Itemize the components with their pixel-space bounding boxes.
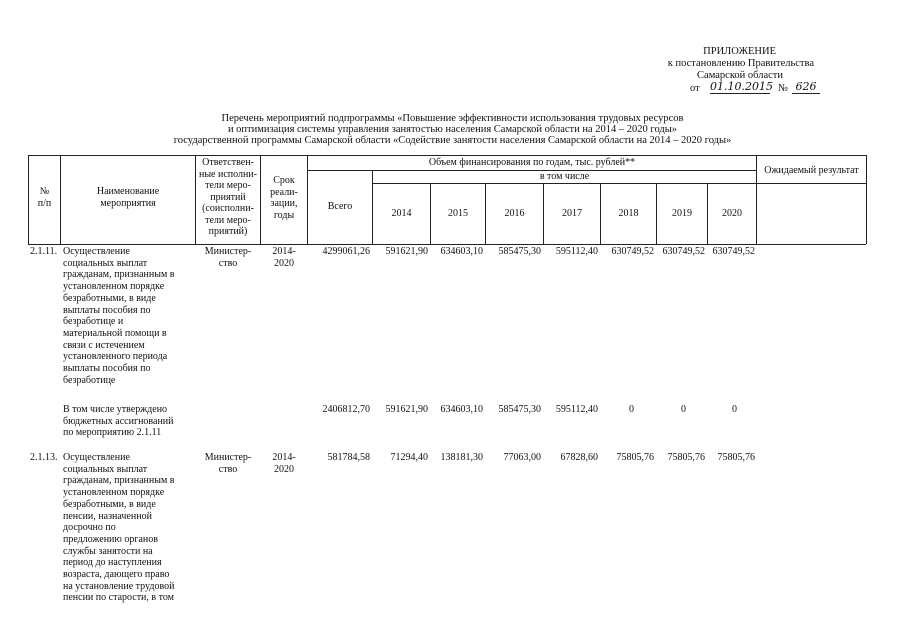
row-value-2017: 67828,60 [560, 452, 598, 463]
row-period: 2014- 2020 [272, 246, 296, 269]
row-total: 4299061,26 [322, 246, 370, 257]
row-value-2018: 0 [629, 404, 634, 415]
header-total: Всего [327, 201, 353, 212]
row-num: 2.1.13. [30, 452, 58, 463]
row-value-2018: 75805,76 [616, 452, 654, 463]
row-num: 2.1.11. [30, 246, 58, 257]
header-including: в том числе [539, 171, 590, 182]
row-value-2016: 77063,00 [503, 452, 541, 463]
row-value-2019: 75805,76 [667, 452, 705, 463]
row-total: 581784,58 [327, 452, 370, 463]
appendix-date-line [690, 80, 820, 96]
header-year-2015: 2015 [448, 208, 468, 219]
row-value-2019: 630749,52 [662, 246, 705, 257]
header-year-2018: 2018 [618, 208, 639, 219]
row-value-2019: 0 [681, 404, 686, 415]
header-num: № п/п [37, 186, 52, 209]
from-label: от [690, 83, 700, 94]
row-responsible: Министер- ство [204, 246, 252, 269]
row-responsible: Министер- ство [204, 452, 252, 475]
number-label: № [778, 83, 789, 94]
grid-header-bottom [28, 244, 866, 245]
grid-top [28, 155, 866, 156]
header-year-2017: 2017 [562, 208, 582, 219]
doc-title-line-1: Перечень мероприятий подпрограммы «Повышение эффективности использования трудовых ресурсов [221, 113, 684, 124]
header-name: Наименование мероприятия [96, 186, 160, 209]
row-value-2014: 591621,90 [385, 246, 428, 257]
row-value-2015: 634603,10 [440, 404, 483, 415]
header-period: Срок реали- зации, годы [270, 175, 298, 221]
doc-title-line-3: государственной программы Самарской области «Содействие занятости населения Самарской области на 2014 – 2020 годы» [173, 135, 732, 146]
appendix-title: ПРИЛОЖЕНИЕ [703, 46, 776, 57]
header-year-2014: 2014 [391, 208, 412, 219]
row-value-2017: 595112,40 [555, 404, 598, 415]
row-value-2016: 585475,30 [498, 404, 541, 415]
header-responsible: Ответствен- ные исполни- тели меро- приятий (соисполни- тели меро- приятий) [198, 157, 258, 237]
row-value-2020: 630749,52 [712, 246, 755, 257]
row-period: 2014- 2020 [272, 452, 296, 475]
grid-v-13 [866, 155, 867, 244]
row-name: Осуществление социальных выплат гражданам, признанным в установленном порядке безработными, в виде пенсии, назначенной досрочно по предложению органов службы занятости на период до наступления возраста, дающего право на установление трудовой пенсии по старости, в том [63, 452, 175, 604]
doc-title-line-2: и оптимизация системы управления занятостью населения Самарской области на 2014 – 2020 годы» [227, 124, 678, 135]
number-value: 626 [792, 80, 820, 94]
grid-result-h [756, 183, 866, 184]
appendix-line-1: к постановлению Правительства [667, 58, 814, 69]
row-value-2017: 595112,40 [555, 246, 598, 257]
row-value-2020: 0 [732, 404, 737, 415]
row-value-2015: 138181,30 [440, 452, 483, 463]
row-value-2014: 591621,90 [385, 404, 428, 415]
row-total: 2406812,70 [322, 404, 370, 415]
header-year-2019: 2019 [672, 208, 692, 219]
date-value: 01.10.2015 [710, 80, 773, 93]
row-value-2020: 75805,76 [717, 452, 755, 463]
row-value-2015: 634603,10 [440, 246, 483, 257]
row-name: Осуществление социальных выплат гражданам, признанным в установленном порядке безработными, в виде выплаты пособия по безработице и материальной помощи в связи с истечением установленного периода выплаты пособия по безработице [63, 246, 175, 386]
header-year-2016: 2016 [504, 208, 525, 219]
row-name: В том числе утверждено бюджетных ассигнований по мероприятию 2.1.11 [63, 404, 174, 439]
appendix-line-2: Самарской области [697, 70, 783, 81]
row-value-2018: 630749,52 [611, 246, 654, 257]
row-value-2014: 71294,40 [390, 452, 428, 463]
row-value-2016: 585475,30 [498, 246, 541, 257]
header-result: Ожидаемый результат [764, 165, 859, 176]
header-year-2020: 2020 [722, 208, 742, 219]
header-funding: Объем финансирования по годам, тыс. рублей** [428, 157, 636, 168]
